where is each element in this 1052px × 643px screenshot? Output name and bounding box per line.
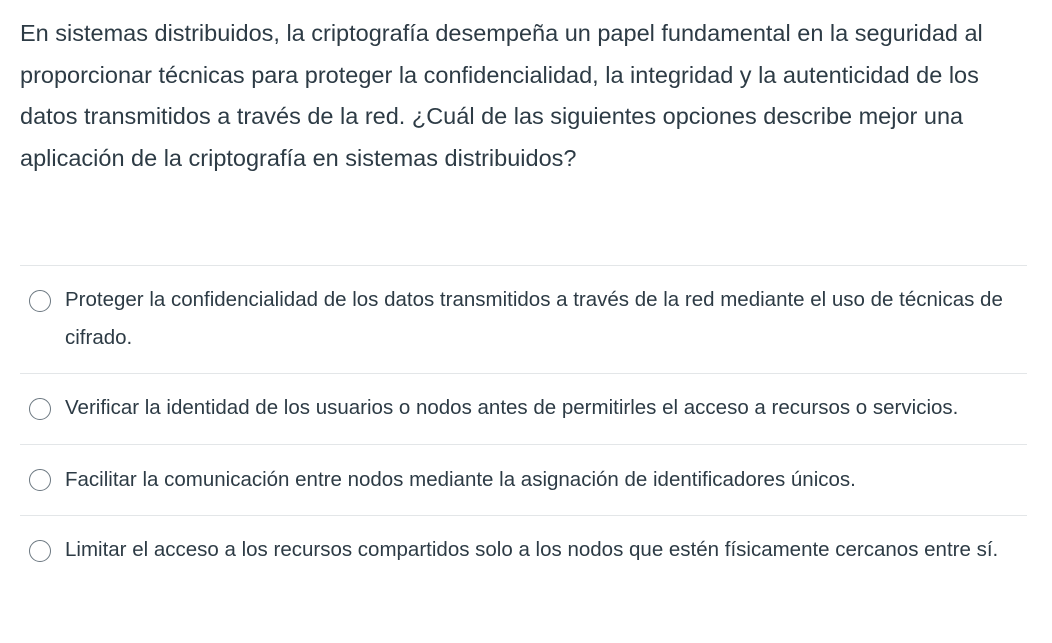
answer-list	[20, 265, 1027, 586]
radio-button-icon[interactable]	[29, 398, 51, 420]
answer-label[interactable]: Limitar el acceso a los recursos compartidos solo a los nodos que estén físicamente cercanos entre sí.	[65, 538, 999, 561]
answer-option-1[interactable]	[20, 265, 1027, 373]
radio-button-icon[interactable]	[29, 540, 51, 562]
answer-option-3[interactable]	[20, 444, 1027, 516]
answer-option-4[interactable]	[20, 515, 1027, 586]
question-text: En sistemas distribuidos, la criptografía desempeña un papel fundamental en la seguridad al proporcionar técnicas para proteger la confidencialidad, la integridad y la autenticidad de los datos transmitidos a través de la red. ¿Cuál de las siguientes opciones describe mejor una aplicación de la criptografía en sistemas distribuidos?	[20, 20, 983, 171]
answer-label[interactable]: Verificar la identidad de los usuarios o nodos antes de permitirles el acceso a recursos o servicios.	[65, 396, 959, 419]
answer-label[interactable]: Facilitar la comunicación entre nodos mediante la asignación de identificadores únicos.	[65, 467, 856, 491]
answer-option-2[interactable]	[20, 373, 1027, 444]
answer-label[interactable]: Proteger la confidencialidad de los datos transmitidos a través de la red mediante el uso de técnicas de cifrado.	[65, 288, 1003, 349]
radio-button-icon[interactable]	[29, 290, 51, 312]
radio-button-icon[interactable]	[29, 469, 51, 491]
